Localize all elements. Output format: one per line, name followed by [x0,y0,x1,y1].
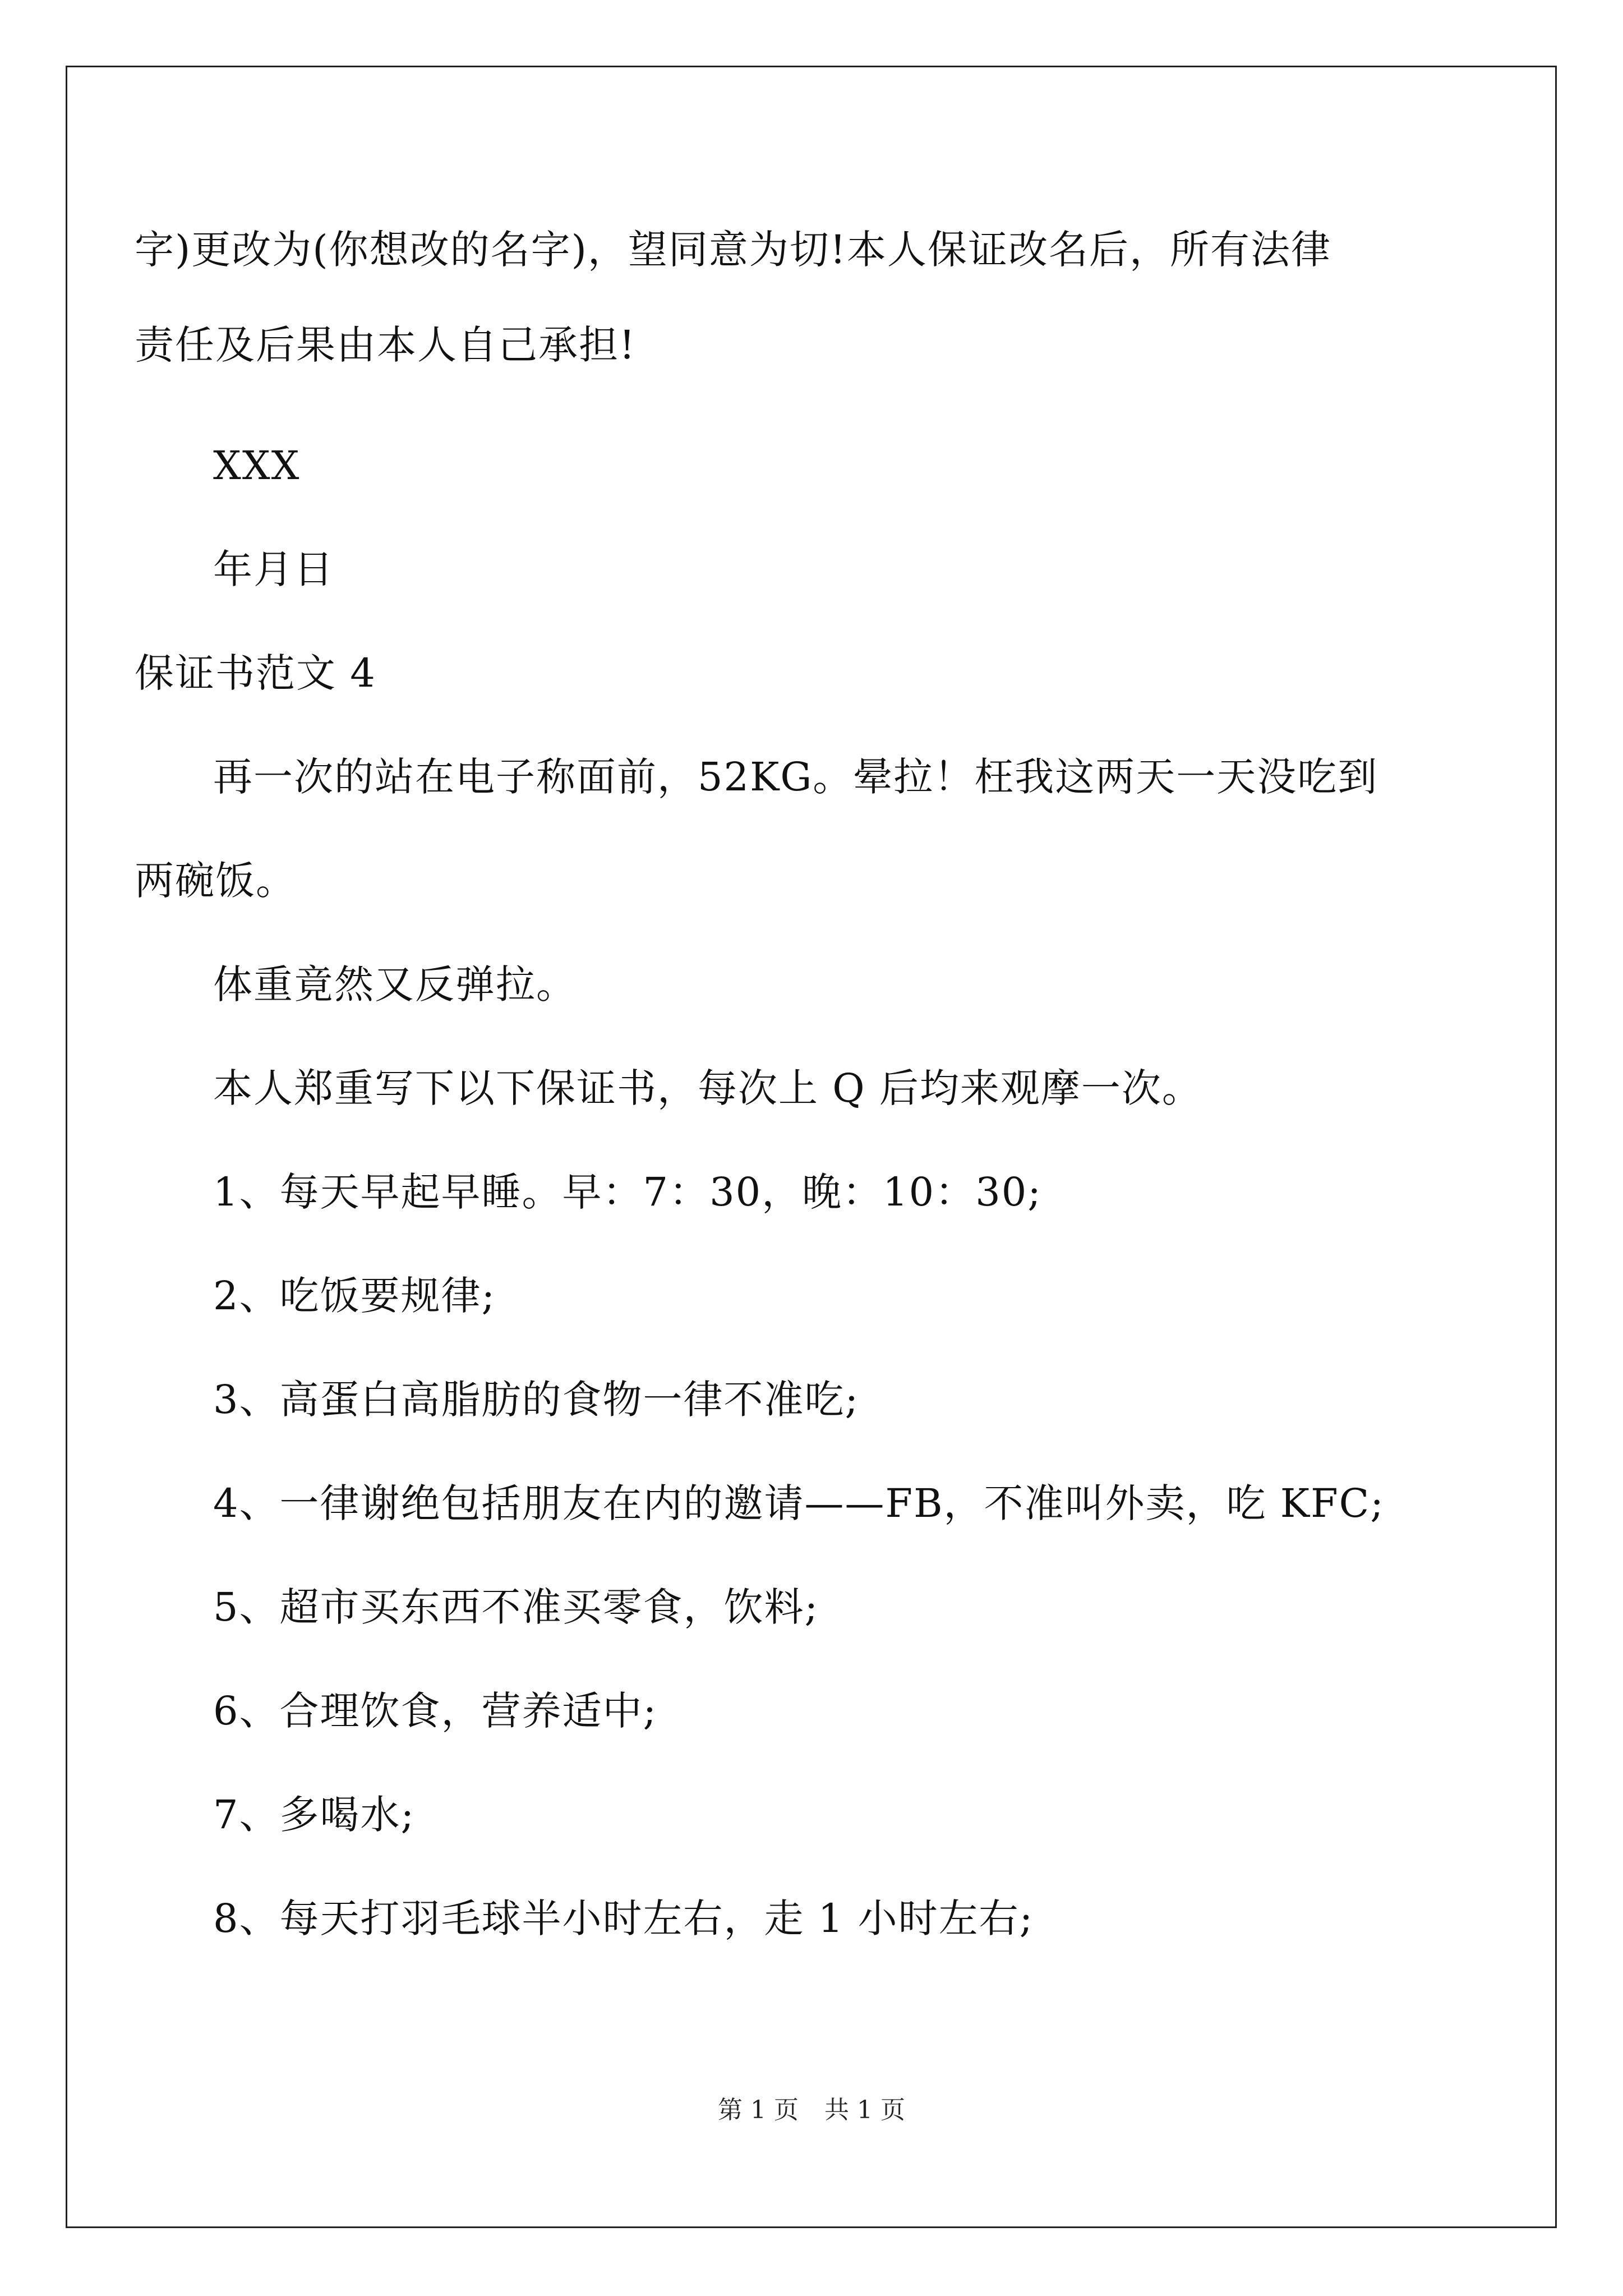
signature-date: 年月日 [213,546,334,592]
list-item: 1、每天早起早睡。早：7：30，晚：10：30; [213,1169,1042,1215]
list-item: 6、合理饮食，营养适中; [213,1688,658,1734]
page-number: 第 1 页 [718,2096,799,2124]
paragraph-line: 字)更改为(你想改的名字)，望同意为切!本人保证改名后，所有法律 [135,227,1332,273]
paragraph-line: 责任及后果由本人自己承担! [135,322,637,368]
signature-name: XXX [213,443,301,489]
paragraph-line: 两碗饭。 [135,858,296,904]
list-item: 4、一律谢绝包括朋友在内的邀请——FB，不准叫外卖，吃 KFC; [213,1480,1385,1526]
list-item: 8、每天打羽毛球半小时左右，走 1 小时左右; [213,1895,1034,1941]
paragraph-line: 本人郑重写下以下保证书，每次上 Q 后均来观摩一次。 [213,1065,1202,1111]
page-total: 共 1 页 [824,2096,905,2124]
list-item: 7、多喝水; [213,1792,416,1838]
list-item: 3、高蛋白高脂肪的食物一律不准吃; [213,1377,860,1423]
page-footer [0,2093,1623,2127]
list-item: 5、超市买东西不准买零食，饮料; [213,1584,819,1630]
list-item: 2、吃饭要规律; [213,1273,496,1319]
paragraph-line: 体重竟然又反弹拉。 [213,961,577,1007]
section-heading: 保证书范文 4 [135,650,376,696]
paragraph-line: 再一次的站在电子称面前，52KG。晕拉！枉我这两天一天没吃到 [213,754,1378,800]
